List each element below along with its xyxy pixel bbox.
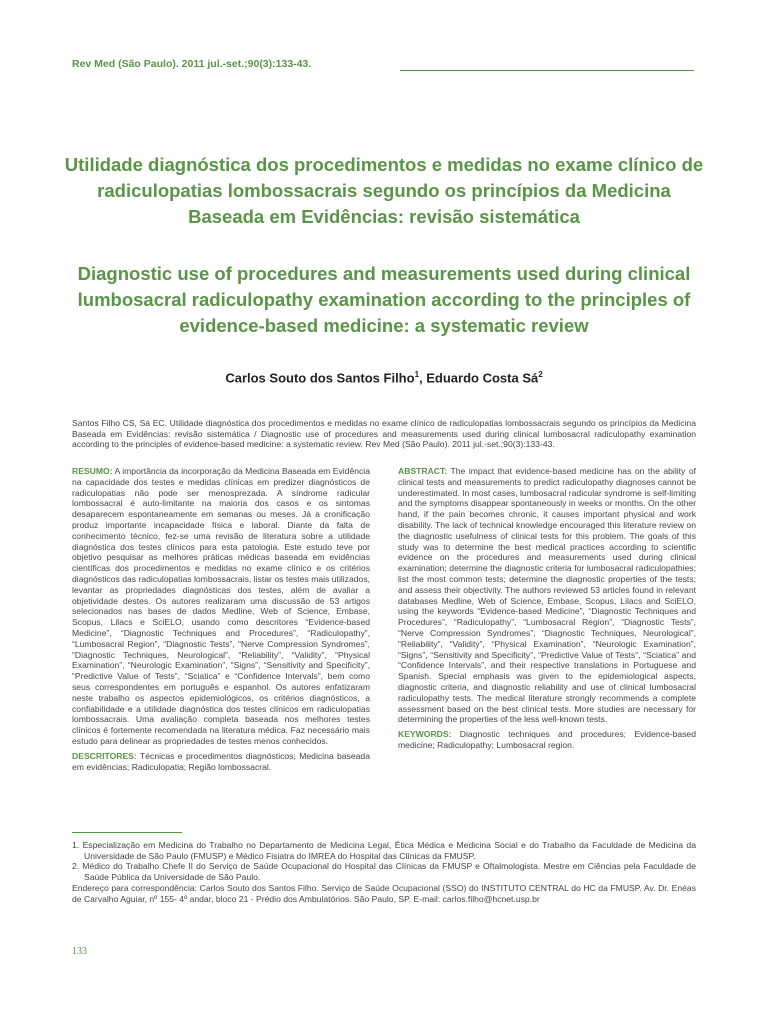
descritores-label: DESCRITORES: bbox=[72, 750, 137, 761]
footnotes bbox=[72, 840, 696, 904]
author-name: Eduardo Costa Sá bbox=[426, 370, 539, 386]
affiliation-marker: 1 bbox=[414, 370, 420, 379]
page-number: 133 bbox=[72, 946, 87, 957]
footnote-rule bbox=[72, 832, 182, 833]
keywords-text: Diagnostic techniques and procedures; Evidence-based medicine; Radiculopathy; Lumbosacral region. bbox=[398, 729, 696, 750]
keywords-paragraph bbox=[398, 729, 696, 751]
footnote-1: 1. Especialização em Medicina do Trabalho no Departamento de Medicina Legal, Ética Médica e Medicina Social e do Trabalho da Faculdade de Medicina da Universidade de São Paulo (FMUSP) e Médico Fisiatra do IMREA do Hospital das Clínicas da FMUSP. bbox=[72, 840, 696, 861]
descritores-text: Técnicas e procedimentos diagnósticos; Medicina baseada em evidências; Radiculopatia; Região lombossacral. bbox=[72, 750, 370, 772]
resumo-paragraph bbox=[72, 466, 370, 747]
journal-reference: Rev Med (São Paulo). 2011 jul.-set.;90(3):133-43. bbox=[72, 58, 312, 70]
citation-block: Santos Filho CS, Sá EC. Utilidade diagnóstica dos procedimentos e medidas no exame clínico de radiculopatias lombossacrais segundo os princípios da Medicina Baseada em Evidências: revisão sistemática / Diagnostic use of procedures and measurements used during clinical lumbosacral radiculopathy examination according to the principles of evidence-based medicine: a systematic review. Rev Med (São Paulo). 2011 jul.-set.;90(3):133-43. bbox=[72, 418, 696, 449]
author-name: Carlos Souto dos Santos Filho bbox=[225, 370, 415, 386]
abstract-paragraph bbox=[398, 466, 696, 725]
abstract-column-english bbox=[398, 466, 696, 755]
abstract-text: The impact that evidence-based medicine has on the ability of clinical tests and measurements to predict radiculopathy diagnoses cannot be underestimated. In most cases, lumbosacral radicular syndrome is self-limiting and the symptoms disappear spontaneously in weeks or months. On the other hand, if the pain becomes chronic, it causes important physical and work disability. The lack of technical knowledge encouraged this literature review on the diagnostic usefulness of clinical tests for this problem. The goals of this study was to determine the best medical practices according to scientific evidence on the procedures and measurements used during clinical examination; determine the diagnostic criteria for lumbosacral radiculopathies; list the most common tests; determine the diagnostic properties of the tests; and assess their objectivity. The authors reviewed 53 articles found in relevant databases Medline, Web of Science, Embase, Scopus, Lilacs and SciELO, using the keywords “Evidence-based Medicine”, “Diagnostic Techniques and Procedures”, “Radiculopathy”, “Lumbosacral Region”, “Diagnostic Tests”, “Nerve Compression Syndromes”, “Diagnostic Techniques, Neurological”, “Reliability”, “Validity”, “Physical Examination”, “Neurologic Examination”, “Signs”, “Sensitivity and Specificity”, “Predictive Value of Tests”, “Sciatica” and “Confidence Intervals”, and their respective translations in Portuguese and Spanish. Special emphasis was given to the epidemiological aspects, diagnostic criteria, and diagnostic reliability and use of clinical lumbosacral radiculopathy tests. The medical literature strongly recommends a complete assessment based on the best clinical tests. More studies are necessary for determining the properties of the less well-known tests. bbox=[398, 466, 696, 725]
keywords-label: KEYWORDS: bbox=[398, 729, 452, 740]
footnote-2: 2. Médico do Trabalho Chefe II do Serviço de Saúde Ocupacional do Hospital das Clínicas da FMUSP e Oftalmologista. Mestre em Ciências pela Faculdade de Saúde Pública da Universidade de São Paulo. bbox=[72, 861, 696, 882]
author-separator: , bbox=[419, 370, 427, 386]
header-rule bbox=[400, 70, 694, 71]
resumo-label: RESUMO: bbox=[72, 466, 113, 476]
title-portuguese: Utilidade diagnóstica dos procedimentos e medidas no exame clínico de radiculopatias lombossacrais segundo os princípios da Medicina Baseada em Evidências: revisão sistemática bbox=[64, 154, 704, 227]
descritores-paragraph bbox=[72, 751, 370, 773]
affiliation-marker: 2 bbox=[538, 370, 543, 379]
abstract-label: ABSTRACT: bbox=[398, 466, 448, 476]
abstract-column-portuguese bbox=[72, 466, 370, 776]
correspondence-address: Endereço para correspondência: Carlos Souto dos Santos Filho. Serviço de Saúde Ocupacional (SSO) do INSTITUTO CENTRAL do HC da FMUSP. Av. Dr. Enéas de Carvalho Aguiar, nº 155- 4º andar, bloco 21 - Prédio dos Ambulatórios. São Paulo, SP. E-mail: carlos.filho@hcnet.usp.br bbox=[72, 883, 696, 904]
title-english: Diagnostic use of procedures and measurements used during clinical lumbosacral radiculopathy examination according to the principles of evidence-based medicine: a systematic review bbox=[77, 263, 691, 336]
author-line bbox=[60, 370, 708, 385]
resumo-text: A importância da incorporação da Medicina Baseada em Evidência na capacidade dos testes e medidas clínicas em predizer diagnósticos de radiculopatias não pode ser menosprezada. A síndrome radicular lombossacral é auto-limitante na maioria dos casos e os sintomas desaparecem espontaneamente em semanas ou meses. Já a cronificação produz importante incapacidade física e laboral. Diante da falta de conhecimento técnico, fez-se uma revisão de literatura sobre a utilidade diagnóstica dos testes clínicos para esta patologia. Este estudo teve por objetivo pesquisar as melhores práticas médicas baseada em evidências científicas dos procedimentos e medidas no exame clínico e os critérios diagnósticos das radiculopatias lombossacrais, listar os testes mais utilizados, levantar as propriedades diagnósticas dos testes, além de avaliar a objetividade destes. Os autores realizaram uma discussão de 53 artigos selecionados nas bases de dados Medline, Web of Science, Embase, Scopus, Lilacs e SciELO, usando como descritores “Evidence-based Medicine”, “Diagnostic Techniques and Procedures”, “Radiculopathy”, “Lumbosacral Region”, “Diagnostic Tests”, “Nerve Compression Syndromes”, “Diagnostic Techniques, Neurological”, “Reliability”, “Validity”, “Physical Examination”, “Neurologic Examination”, “Signs”, “Sensitivity and Specificity”, “Predictive Value of Tests”, “Sciatica” e “Confidence Intervals”, bem como seus correspondentes em português e espanhol. Os autores enfatizaram neste trabalho os aspectos epidemiológicos, os critérios diagnósticos, a confiabilidade e a utilidade diagnóstica dos testes clínicos em radiculopatias lombossacrais. Uma avaliação completa baseada nos melhores testes clínicos é fortemente recomendada na literatura médica. Faz necessário mais estudo para delinear as propriedades de testes menos conhecidos. bbox=[72, 466, 370, 746]
